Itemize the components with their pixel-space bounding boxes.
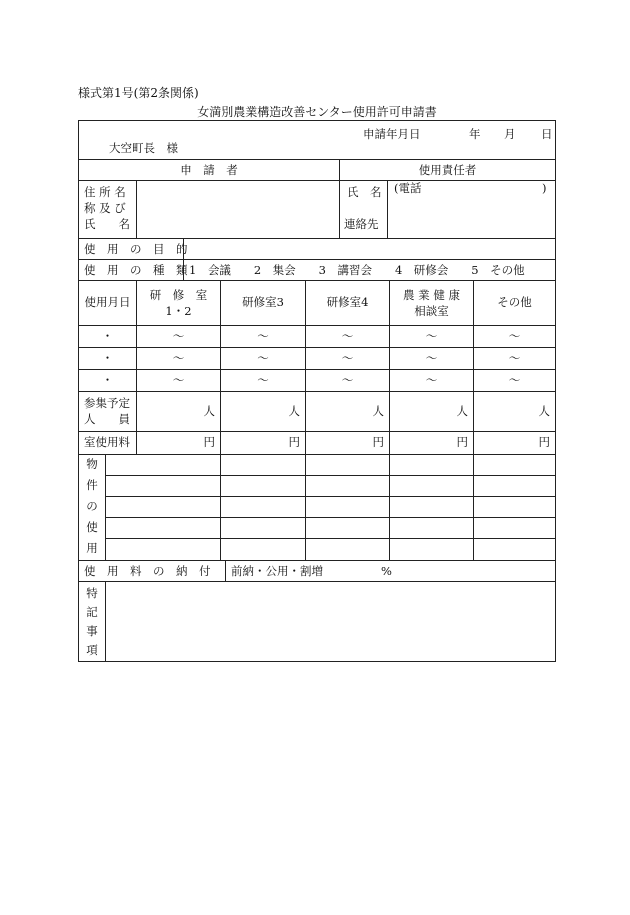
address-label-line1: 住 所 名	[84, 185, 126, 199]
attendees-label-line2: 人 員	[84, 412, 130, 426]
schedule-range-room3[interactable]: ～	[257, 373, 269, 387]
name-label: 氏 名	[347, 185, 382, 199]
rule	[79, 259, 555, 260]
property-label-char: 用	[86, 541, 98, 555]
payment-label: 使 用 料 の 納 付	[84, 564, 211, 578]
attendees-unit-other[interactable]: 人	[538, 404, 550, 418]
application-form	[78, 120, 556, 662]
rule	[105, 454, 106, 560]
rule	[305, 280, 306, 560]
rule	[79, 454, 555, 455]
fee-unit-health[interactable]: 円	[456, 435, 468, 449]
schedule-range-room12[interactable]: ～	[172, 329, 185, 343]
year-label: 年	[469, 127, 481, 141]
attendees-unit-health[interactable]: 人	[456, 404, 468, 418]
schedule-range-other[interactable]: ～	[508, 329, 521, 343]
notes-label-char: 項	[86, 643, 98, 657]
contact-label: 連絡先	[344, 217, 379, 231]
usage-type-options[interactable]: 1 会議 2 集会 3 講習会 4 研修会 5 その他	[189, 263, 525, 277]
fee-label: 室使用料	[84, 435, 130, 449]
rule	[105, 496, 555, 497]
applicant-name-field[interactable]	[137, 181, 338, 237]
property-usage-label	[82, 454, 102, 559]
applicant-header: 申 請 者	[180, 163, 238, 177]
purpose-field[interactable]	[184, 239, 554, 259]
rule	[79, 159, 555, 160]
fee-unit-room3[interactable]: 円	[288, 435, 300, 449]
property-label-char: 使	[86, 520, 98, 534]
room-header-health-line1: 農 業 健 康	[403, 288, 460, 302]
notes-label	[82, 584, 102, 660]
schedule-range-other[interactable]: ～	[508, 351, 521, 365]
date-label: 申請年月日	[363, 127, 421, 141]
form-title: 女満別農業構造改善センター使用許可申請書	[197, 105, 437, 119]
notes-field[interactable]	[106, 582, 554, 660]
day-label: 日	[541, 127, 553, 141]
rule	[389, 280, 390, 560]
rule	[79, 369, 555, 370]
attendees-label-line1: 参集予定	[84, 396, 130, 410]
property-label-char: 件	[86, 478, 98, 492]
form-id: 様式第1号(第2条関係)	[78, 86, 199, 100]
schedule-range-room4[interactable]: ～	[341, 373, 354, 387]
schedule-range-health[interactable]: ～	[425, 373, 438, 387]
schedule-range-room12[interactable]: ～	[172, 351, 185, 365]
rule	[105, 475, 555, 476]
rule	[225, 560, 226, 581]
room-header-health-line2: 相談室	[414, 304, 449, 318]
addressee: 大空町長 様	[109, 141, 178, 155]
rule	[105, 538, 555, 539]
notes-label-char: 特	[86, 586, 98, 600]
room-header-4: 研修室4	[326, 295, 369, 309]
rule	[79, 325, 555, 326]
responsible-header: 使用責任者	[418, 163, 477, 177]
rule	[79, 347, 555, 348]
rule	[105, 517, 555, 518]
schedule-range-room4[interactable]: ～	[341, 351, 354, 365]
room-header-1-2-line2: 1・2	[165, 304, 192, 318]
address-label-line3: 氏 名	[84, 217, 130, 231]
schedule-range-room3[interactable]: ～	[257, 329, 269, 343]
schedule-range-health[interactable]: ～	[425, 351, 438, 365]
fee-unit-other[interactable]: 円	[538, 435, 550, 449]
phone-close: )	[542, 181, 547, 195]
payment-options[interactable]: 前納・公用・割増	[231, 564, 323, 578]
property-label-char: の	[86, 499, 98, 513]
rule	[79, 391, 555, 392]
schedule-date-dot[interactable]: ・	[101, 373, 114, 387]
room-header-other: その他	[497, 295, 532, 309]
rule	[79, 560, 555, 561]
fee-unit-room4[interactable]: 円	[372, 435, 384, 449]
property-label-char: 物	[86, 457, 98, 471]
schedule-range-room4[interactable]: ～	[341, 329, 354, 343]
schedule-date-dot[interactable]: ・	[101, 329, 114, 343]
schedule-range-room12[interactable]: ～	[172, 373, 185, 387]
percent-label: %	[381, 564, 392, 578]
room-header-3: 研修室3	[242, 295, 284, 309]
rule	[79, 431, 555, 432]
schedule-range-other[interactable]: ～	[508, 373, 521, 387]
month-label: 月	[504, 127, 516, 141]
address-label-line2: 称 及 び	[84, 201, 126, 215]
attendees-unit-room12[interactable]: 人	[203, 404, 215, 418]
schedule-range-health[interactable]: ～	[425, 329, 438, 343]
fee-unit-room12[interactable]: 円	[203, 435, 215, 449]
phone-label: (電話	[394, 181, 422, 195]
rule	[220, 280, 221, 560]
notes-label-char: 事	[86, 624, 98, 638]
type-label: 使 用 の 種 類	[84, 263, 188, 277]
attendees-unit-room3[interactable]: 人	[288, 404, 300, 418]
schedule-range-room3[interactable]: ～	[257, 351, 269, 365]
rule	[79, 280, 555, 281]
attendees-unit-room4[interactable]: 人	[372, 404, 384, 418]
purpose-label: 使 用 の 目 的	[84, 242, 188, 256]
date-col-header: 使用月日	[84, 295, 131, 309]
schedule-date-dot[interactable]: ・	[101, 351, 114, 365]
rule	[473, 280, 474, 560]
room-header-1-2-line1: 研 修 室	[149, 288, 208, 302]
notes-label-char: 記	[86, 605, 98, 619]
